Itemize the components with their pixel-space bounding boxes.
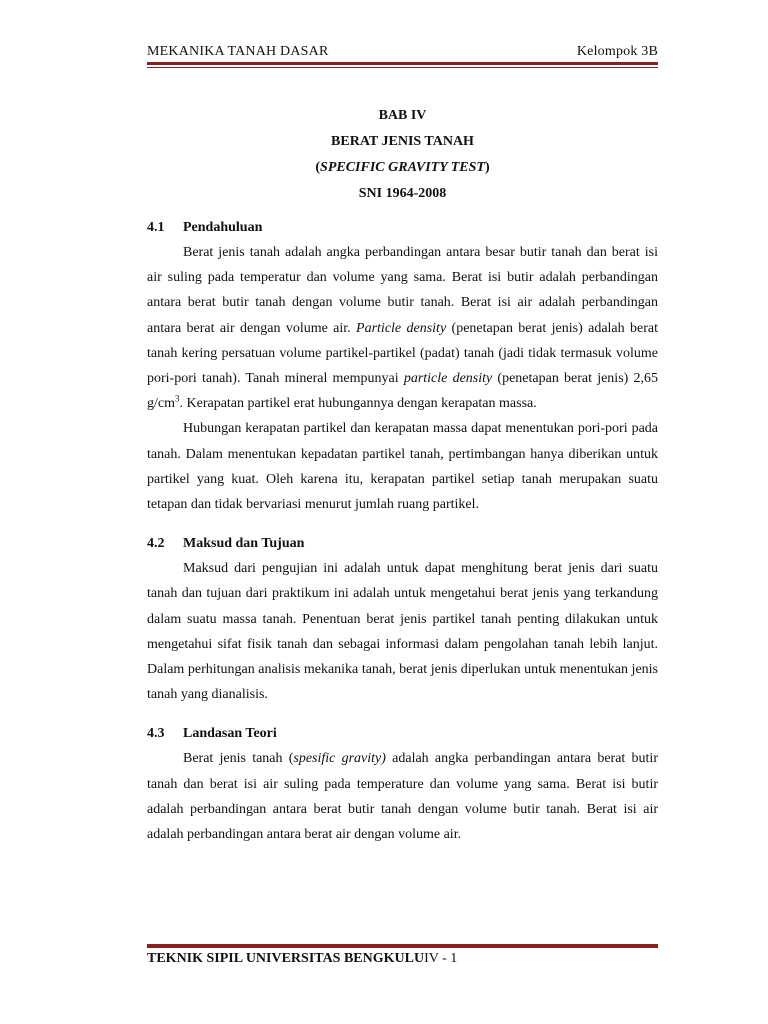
section-number: 4.3 xyxy=(147,726,165,742)
section-title: Pendahuluan xyxy=(183,220,263,235)
section-number: 4.1 xyxy=(147,220,165,235)
section-heading-4-3 xyxy=(147,721,658,746)
paragraph-maksud-tujuan: Maksud dari pengujian ini adalah untuk dapat menghitung berat jenis dari suatu tanah dan tujuan dari praktikum ini adalah untuk mengetahui berat jenis yang terkandung dalam suatu massa tanah. Penentuan berat jenis partikel tanah penting dilakukan untuk mengetahui sifat fisik tanah dan sebagai informasi dalam pengolahan tanah lebih lanjut. Dalam perhitungan analisis mekanika tanah, berat jenis diperlukan untuk menentukan jenis tanah yang dianalisis. xyxy=(147,561,658,703)
chapter-subtitle-italic: SPECIFIC GRAVITY TEST xyxy=(320,160,485,175)
chapter-subtitle: (SPECIFIC GRAVITY TEST) xyxy=(315,160,490,175)
page-footer xyxy=(147,951,457,967)
page-header xyxy=(147,44,658,64)
header-rule xyxy=(147,62,658,68)
section-number: 4.2 xyxy=(147,536,165,552)
standard-code: SNI 1964-2008 xyxy=(358,186,447,201)
section-title: Maksud dan Tujuan xyxy=(183,536,305,552)
header-group-label: Kelompok 3B xyxy=(576,44,658,59)
chapter-name: BERAT JENIS TANAH xyxy=(331,134,474,149)
page-number: IV - 1 xyxy=(424,951,458,966)
document-body xyxy=(147,215,658,847)
header-course-title: MEKANIKA TANAH DASAR xyxy=(147,44,329,59)
chapter-number: BAB IV xyxy=(378,108,427,123)
section-title: Landasan Teori xyxy=(183,726,277,742)
footer-institution: TEKNIK SIPIL UNIVERSITAS BENGKULU xyxy=(147,951,425,966)
footer-rule xyxy=(147,942,658,948)
paragraph-landasan-teori: Berat jenis tanah (spesific gravity) adalah angka perbandingan antara berat butir tanah dan berat isi air suling pada temperature dan volume yang sama. Berat isi butir adalah perbandingan antara berat butir tanah dengan volume butir tanah. Berat isi air adalah perbandingan antara berat air dengan volume air. xyxy=(147,751,658,843)
paragraph-pendahuluan-2: Hubungan kerapatan partikel dan kerapatan massa dapat menentukan pori-pori pada tanah. Dalam menentukan kepadatan partikel tanah, pertimbangan hanya diberikan untuk partikel yang kuat. Oleh karena itu, kerapatan partikel setiap tanah merupakan suatu tetapan dan tidak bervariasi menurut jumlah ruang partikel. xyxy=(147,421,658,513)
section-heading-4-2 xyxy=(147,531,658,556)
section-heading-4-1 xyxy=(147,215,658,240)
paragraph-pendahuluan-1: Berat jenis tanah adalah angka perbandingan antara besar butir tanah dan berat isi air suling pada temperatur dan volume yang sama. Berat isi butir adalah perbandingan antara berat butir tanah dengan volume butir tanah. Berat isi air adalah perbandingan antara berat air dengan volume air. Particle density (penetapan berat jenis) adalah berat tanah kering persatuan volume partikel-partikel (padat) tanah (jadi tidak termasuk volume pori-pori tanah). Tanah mineral mempunyai particle density (penetapan berat jenis) 2,65 $g/cm^3$. Kerapatan partikel erat hubungannya dengan kerapatan massa. xyxy=(147,245,658,412)
chapter-title-block xyxy=(147,103,658,207)
